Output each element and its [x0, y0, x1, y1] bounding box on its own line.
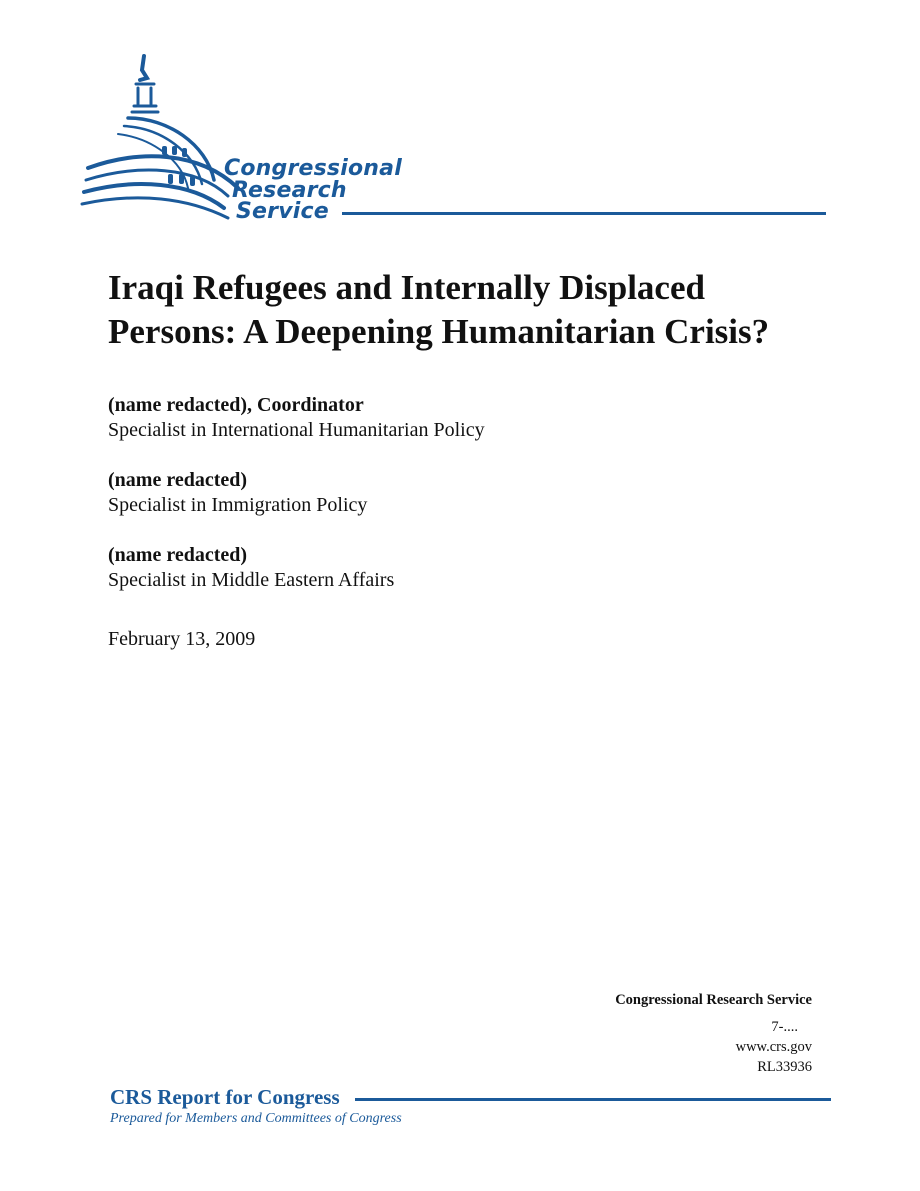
report-title-line-2: Persons: A Deepening Humanitarian Crisis? [108, 312, 770, 351]
logo-text-congressional: Congressional [224, 156, 402, 181]
author-name: (name redacted) [108, 469, 248, 491]
author-name: (name redacted) [108, 544, 248, 566]
author-role: Specialist in International Humanitarian Policy [108, 419, 485, 441]
report-date: February 13, 2009 [108, 628, 256, 650]
crs-website-link[interactable]: www.crs.gov [735, 1039, 812, 1055]
logo-divider-rule [342, 212, 826, 215]
crs-organization: Congressional Research Service [615, 992, 812, 1008]
crs-report-number: RL33936 [757, 1059, 812, 1075]
author-block [108, 543, 708, 593]
logo-text-service: Service [236, 199, 329, 224]
author-block [108, 393, 708, 443]
author-role: Specialist in Immigration Policy [108, 494, 368, 516]
footer-divider-rule [355, 1098, 831, 1101]
logo-text-research: Research [232, 178, 347, 203]
footer-subtitle: Prepared for Members and Committees of Congress [110, 1111, 402, 1126]
author-name: (name redacted), Coordinator [108, 394, 364, 416]
crs-info-block [512, 991, 812, 1077]
report-title [108, 266, 868, 354]
report-title-line-1: Iraqi Refugees and Internally Displaced [108, 268, 705, 307]
author-block [108, 468, 708, 518]
crs-code: 7-.... [771, 1019, 798, 1035]
author-role: Specialist in Middle Eastern Affairs [108, 569, 395, 591]
footer-title: CRS Report for Congress [110, 1085, 340, 1109]
